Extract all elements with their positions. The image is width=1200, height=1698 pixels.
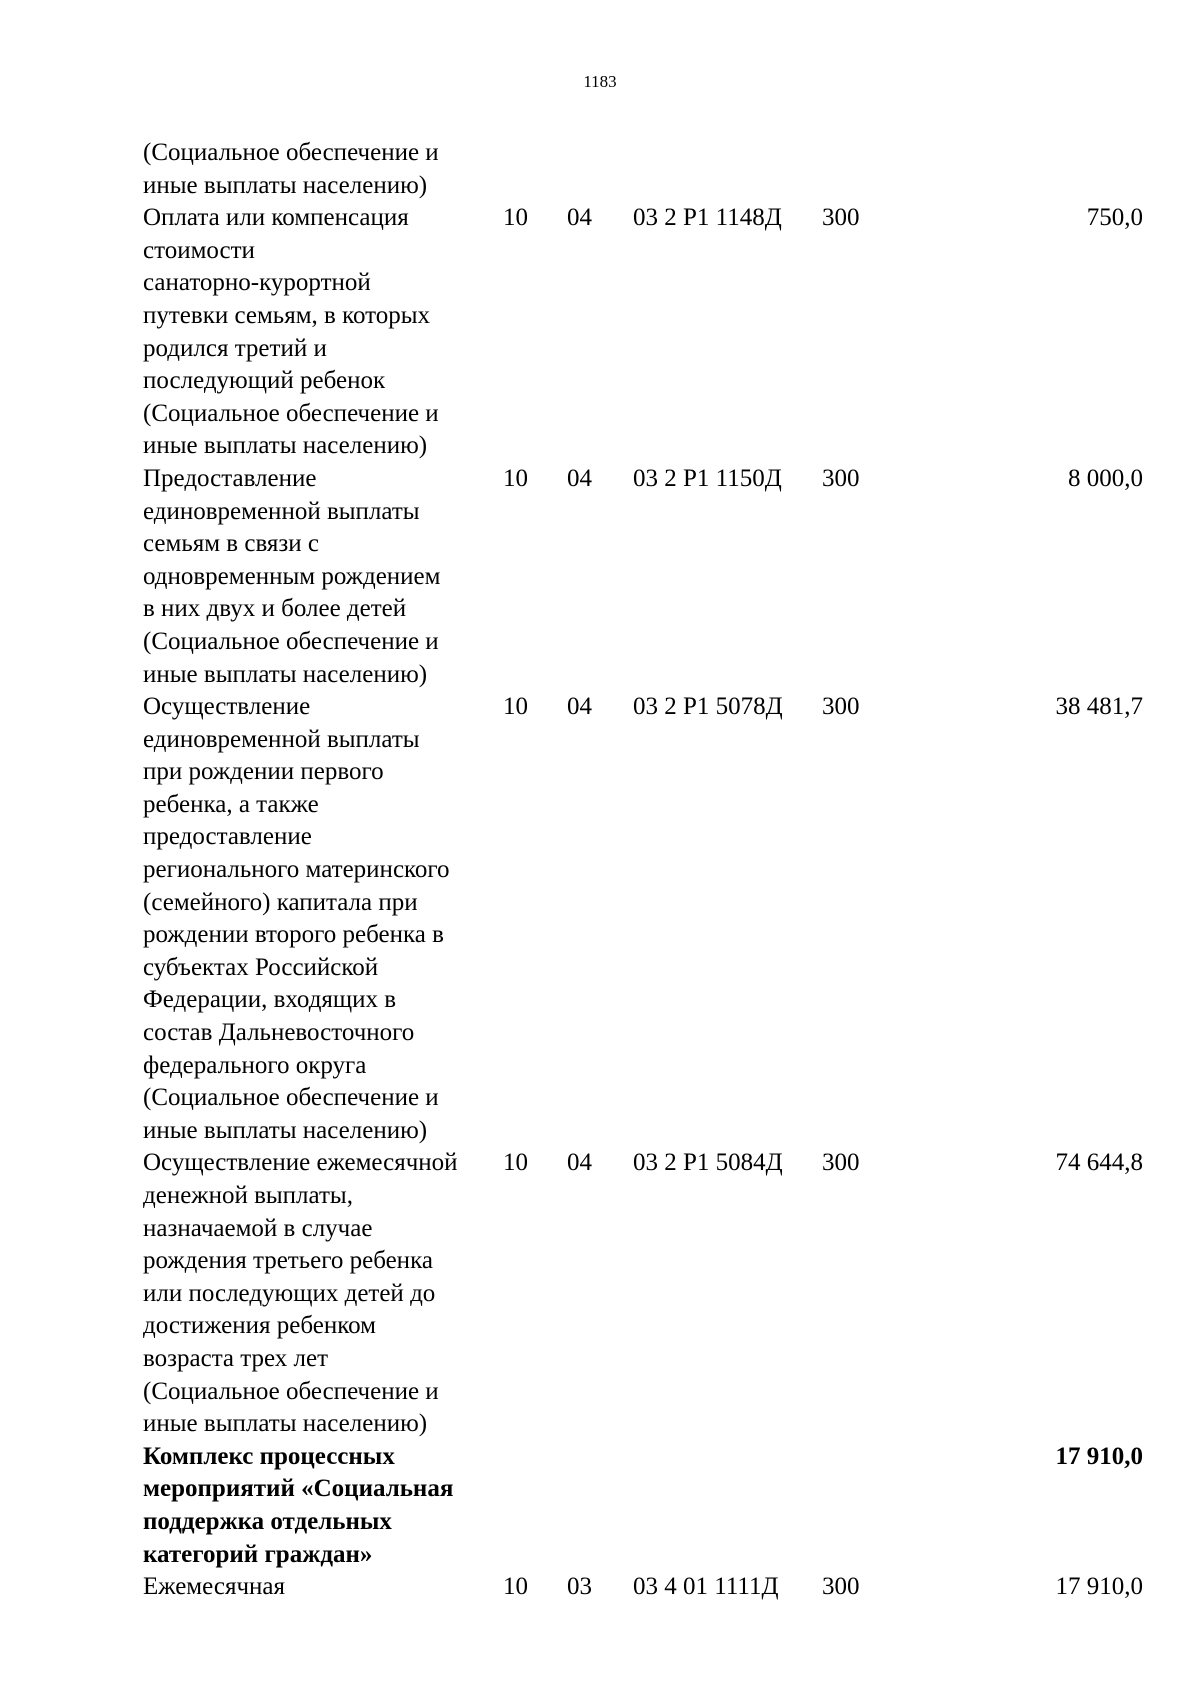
row-description: Оплата или компенсация стоимости санаторно-курортной путевки семьям, в которых родился третий и последующий ребенок (Социальное обеспечение и иные выплаты населению)	[143, 204, 439, 460]
table-row	[143, 1147, 1143, 1440]
row-target-article-code: 03 4 01 1111Д	[633, 1573, 779, 1601]
row-amount: 38 481,7	[1055, 693, 1143, 721]
table-row-section-heading	[143, 1441, 1143, 1571]
row-description: Осуществление единовременной выплаты при рождении первого ребенка, а также предоставление регионального материнского (семейного) капитала при рождении второго ребенка в субъектах Российской Федерации, входящих в состав Дальневосточного федерального округа (Социальное обеспечение и иные выплаты населению)	[143, 693, 450, 1144]
table-row	[143, 1571, 1143, 1604]
row-target-article-code: 03 2 Р1 5078Д	[633, 693, 783, 721]
row-expense-type-code: 300	[822, 204, 860, 232]
row-expense-type-code: 300	[822, 693, 860, 721]
row-target-article-code: 03 2 Р1 1150Д	[633, 464, 782, 492]
row-description: (Социальное обеспечение и иные выплаты населению)	[143, 139, 439, 199]
row-subsection-code: 04	[567, 464, 592, 492]
row-amount: 17 910,0	[1055, 1573, 1143, 1601]
row-description: Осуществление ежемесячной денежной выплаты, назначаемой в случае рождения третьего ребенка или последующих детей до достижения ребенком возраста трех лет (Социальное обеспечение и иные выплаты населению)	[143, 1149, 458, 1438]
row-expense-type-code: 300	[822, 1149, 860, 1177]
table-row	[143, 463, 1143, 691]
row-section-code: 10	[503, 204, 528, 232]
table-row	[143, 137, 1143, 202]
row-subsection-code: 04	[567, 204, 592, 232]
row-section-code: 10	[503, 1573, 528, 1601]
page-number: 1183	[583, 72, 617, 91]
row-expense-type-code: 300	[822, 1573, 860, 1601]
table-row	[143, 691, 1143, 1147]
table-row	[143, 202, 1143, 463]
row-amount: 74 644,8	[1055, 1149, 1143, 1177]
row-description: Предоставление единовременной выплаты семьям в связи с одновременным рождением в них двух и более детей (Социальное обеспечение и иные выплаты населению)	[143, 464, 441, 688]
row-section-code: 10	[503, 464, 528, 492]
budget-table	[143, 137, 1143, 1604]
row-subsection-code: 04	[567, 1149, 592, 1177]
row-description: Ежемесячная	[143, 1573, 285, 1601]
row-subsection-code: 03	[567, 1573, 592, 1601]
row-expense-type-code: 300	[822, 464, 860, 492]
row-target-article-code: 03 2 Р1 5084Д	[633, 1149, 783, 1177]
row-subsection-code: 04	[567, 693, 592, 721]
row-description: Комплекс процессных мероприятий «Социальная поддержка отдельных категорий граждан»	[143, 1442, 454, 1568]
row-amount: 8 000,0	[1068, 464, 1143, 492]
row-target-article-code: 03 2 Р1 1148Д	[633, 204, 782, 232]
row-amount: 750,0	[1086, 204, 1143, 232]
row-section-code: 10	[503, 1149, 528, 1177]
row-amount: 17 910,0	[1055, 1442, 1143, 1470]
row-section-code: 10	[503, 693, 528, 721]
